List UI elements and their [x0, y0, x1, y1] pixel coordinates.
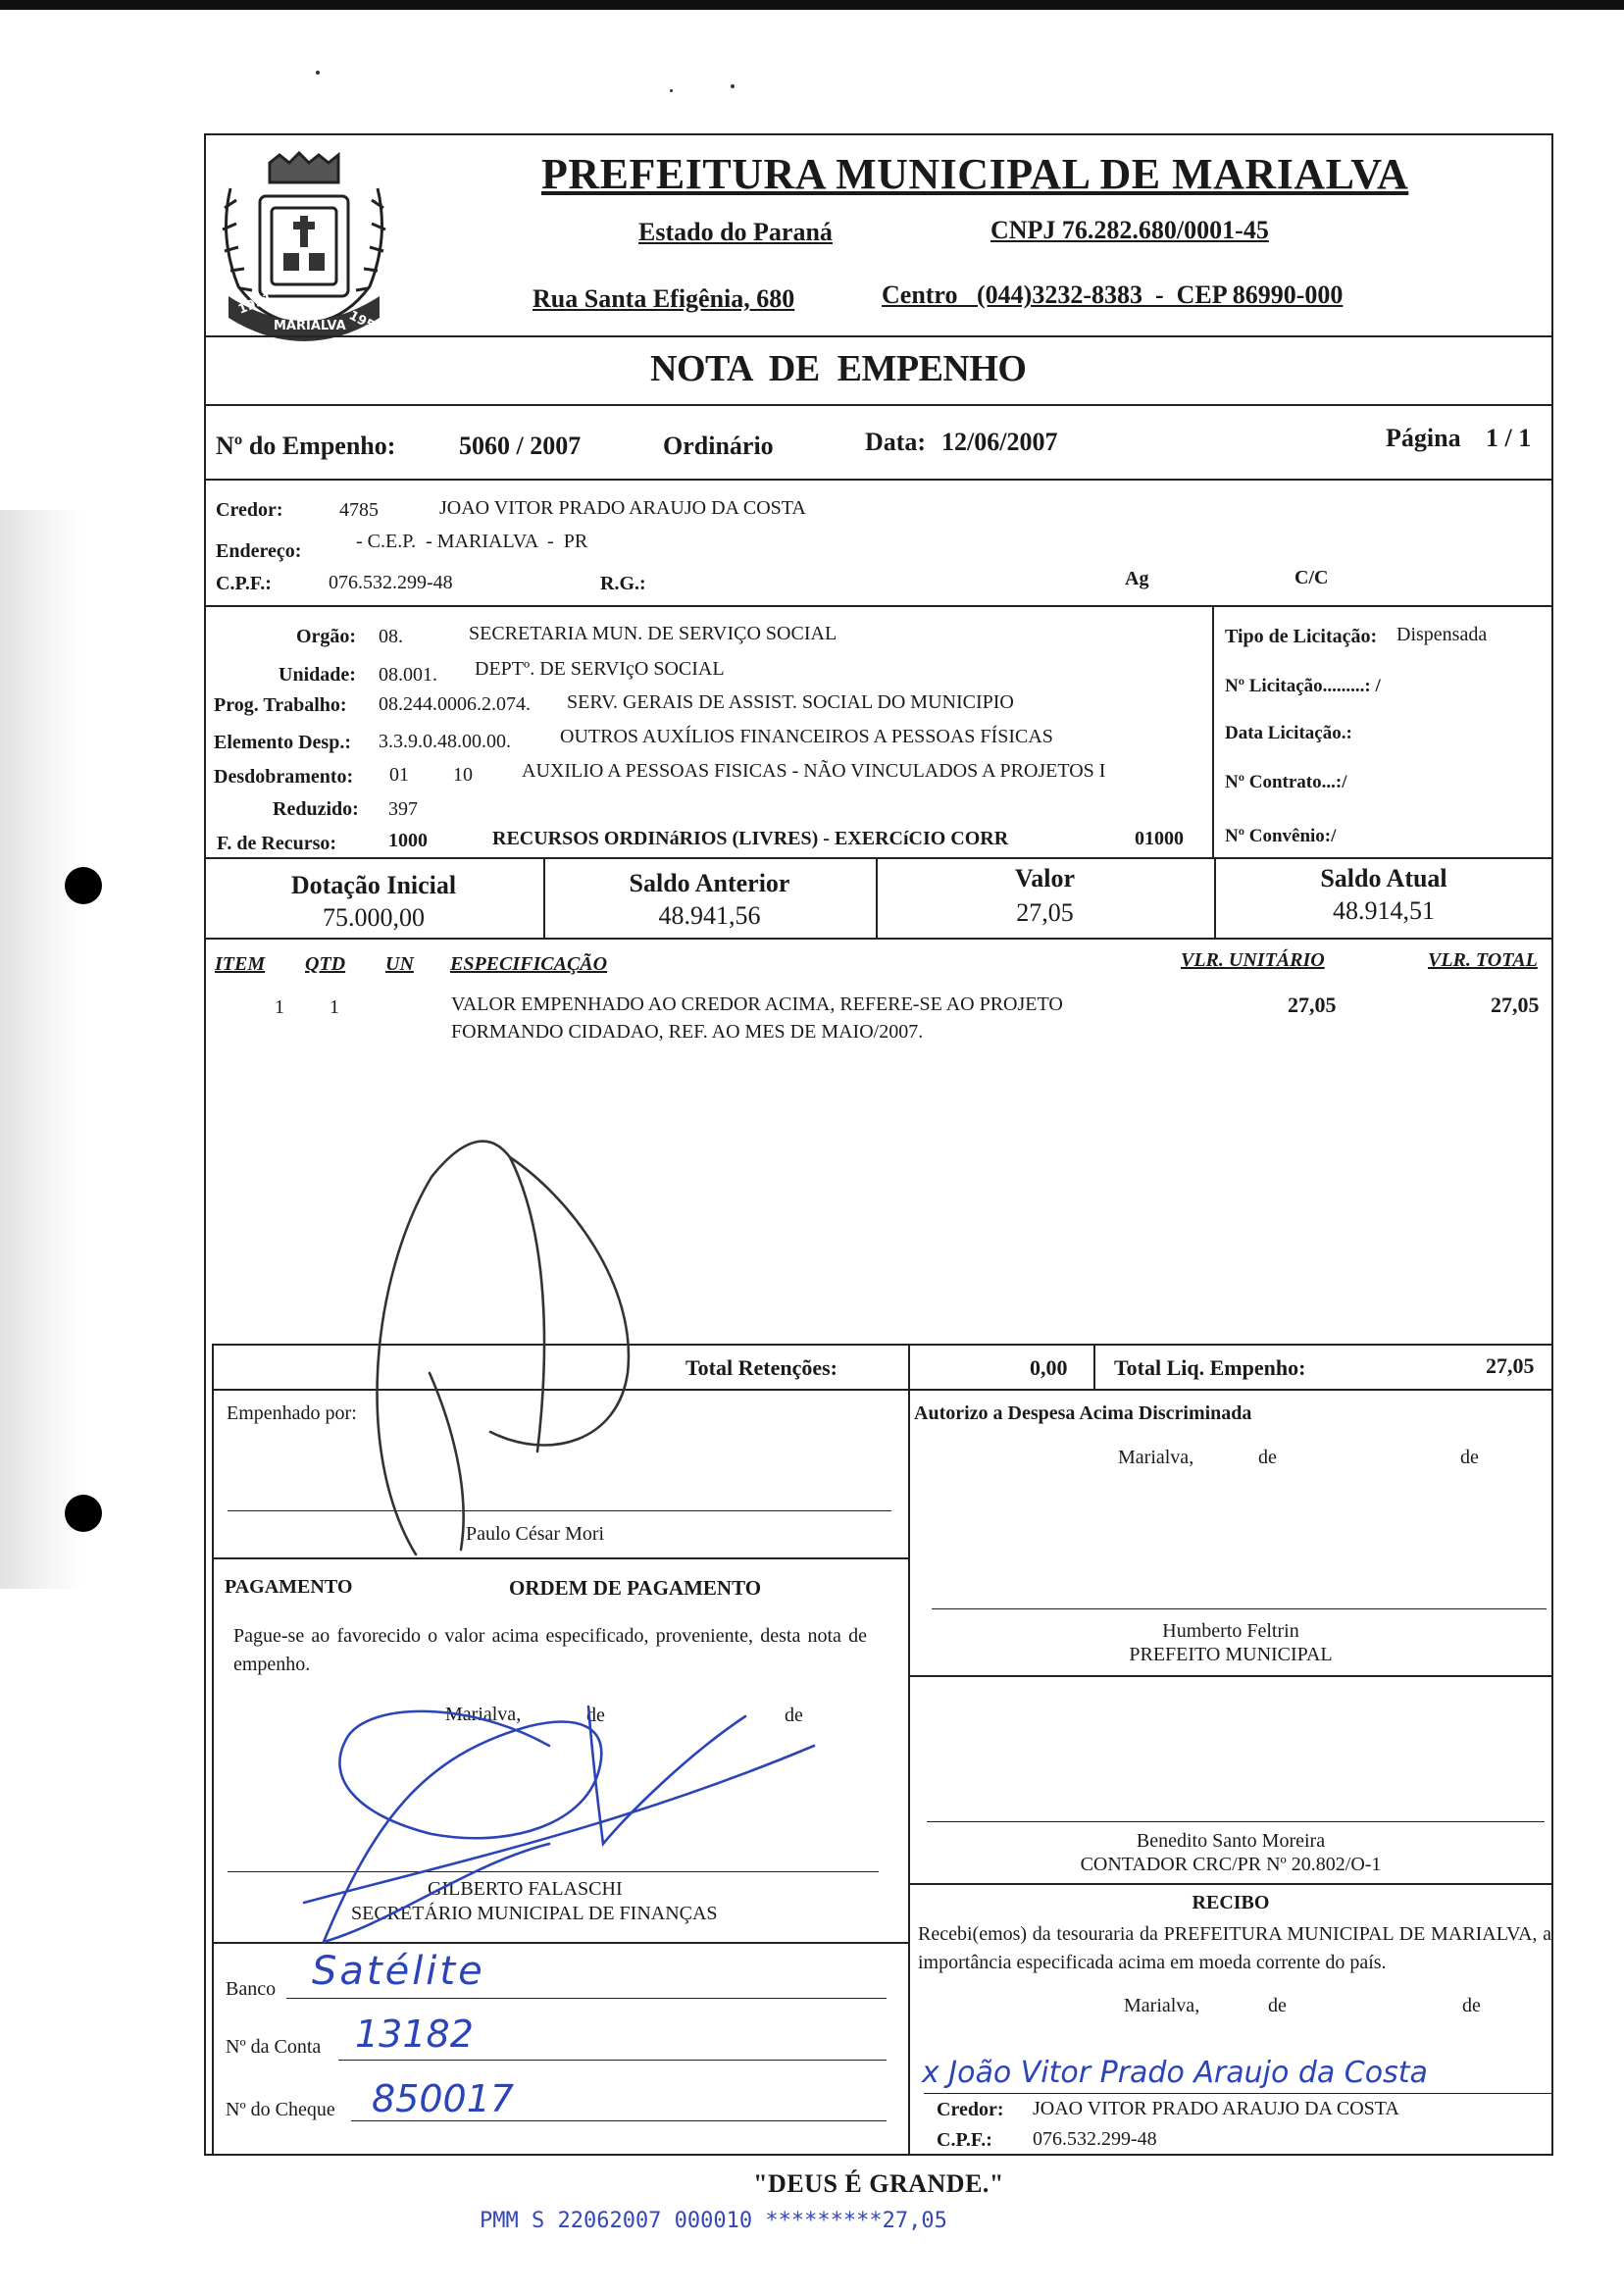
items-col-qtd: QTD [305, 953, 346, 975]
empenhado-name: Paulo César Mori [466, 1523, 605, 1545]
creditor-name: JOAO VITOR PRADO ARAUJO DA COSTA [439, 497, 806, 519]
item-total-value: 27,05 [1491, 993, 1540, 1017]
rg-label: R.G.: [600, 573, 646, 594]
page-label: Página [1386, 424, 1461, 452]
elem-desc: OUTROS AUXÍLIOS FINANCEIROS A PESSOAS FÍSICAS [560, 726, 1053, 747]
header-district-phone-cep: Centro (044)3232-8383 - CEP 86990-000 [882, 280, 1344, 309]
recibo-title: RECIBO [1192, 1892, 1270, 1913]
licit-tipo-label: Tipo de Licitação: [1225, 626, 1378, 647]
cheque-label: Nº do Cheque [226, 2099, 335, 2120]
footer-motto: "DEUS É GRANDE." [753, 2169, 1004, 2198]
unidade-label: Unidade: [279, 664, 356, 686]
document-title: NOTA DE EMPENHO [650, 348, 1027, 389]
creditor-label: Credor: [216, 499, 283, 521]
recibo-de-1: de [1268, 1995, 1287, 2016]
seal-year-right: 1953 [346, 308, 385, 338]
pagamento-title: PAGAMENTO [225, 1576, 353, 1598]
reduzido-label: Reduzido: [273, 798, 359, 820]
desd-code1: 01 [389, 764, 409, 786]
item-number: 1 [275, 996, 284, 1018]
header-cnpj: CNPJ 76.282.680/0001-45 [990, 216, 1269, 244]
header-state: Estado do Paraná [638, 218, 833, 246]
seal-city-name: MARIALVA [274, 319, 346, 333]
balance-dotacao-label: Dotação Inicial [290, 871, 457, 899]
items-col-unit: VLR. UNITÁRIO [1181, 949, 1325, 971]
total-retencoes-value: 0,00 [1030, 1355, 1068, 1380]
creditor-address: - C.E.P. - MARIALVA - PR [356, 531, 588, 552]
total-retencoes-label: Total Retenções: [685, 1355, 837, 1380]
pagamento-de-2: de [785, 1705, 803, 1726]
item-spec-line-2: FORMANDO CIDADAO, REF. AO MES DE MAIO/2007. [451, 1021, 924, 1043]
prog-code: 08.244.0006.2.074. [379, 693, 531, 715]
items-col-item: ITEM [215, 953, 266, 975]
recurso-desc: RECURSOS ORDINáRIOS (LIVRES) - EXERCíCIO CORR [492, 828, 1009, 849]
payment-stamp: PMM S 22062007 000010 *********27,05 [480, 2209, 947, 2233]
pagamento-de-1: de [586, 1705, 605, 1726]
secretario-name: GILBERTO FALASCHI [428, 1878, 623, 1900]
balance-anterior-label: Saldo Anterior [629, 869, 790, 897]
autorizo-de-1: de [1258, 1447, 1277, 1468]
licit-date: Data Licitação.: [1225, 723, 1352, 743]
orgao-code: 08. [379, 626, 403, 647]
prog-desc: SERV. GERAIS DE ASSIST. SOCIAL DO MUNICIPIO [567, 691, 1014, 713]
items-col-total: VLR. TOTAL [1428, 949, 1538, 971]
balance-anterior-value: 48.941,56 [658, 901, 761, 930]
total-liquido-value: 27,05 [1486, 1353, 1535, 1378]
pagamento-place: Marialva, [445, 1704, 522, 1725]
orgao-label: Orgão: [296, 626, 357, 647]
recibo-cpf: 076.532.299-48 [1033, 2128, 1157, 2150]
empenho-type: Ordinário [663, 432, 774, 460]
recurso-code: 1000 [388, 830, 428, 851]
balance-atual-label: Saldo Atual [1320, 864, 1447, 892]
empenho-number-label: Nº do Empenho: [216, 432, 396, 460]
secretario-role: SECRETÁRIO MUNICIPAL DE FINANÇAS [351, 1903, 718, 1924]
recurso-label: F. de Recurso: [217, 833, 337, 854]
prefeito-role: PREFEITO MUNICIPAL [1129, 1644, 1333, 1665]
desd-code2: 10 [453, 764, 473, 786]
creditor-code: 4785 [339, 499, 379, 521]
recibo-de-2: de [1462, 1995, 1481, 2016]
recurso-code2: 01000 [1135, 828, 1184, 849]
finance-signature-stroke-4 [324, 1844, 549, 1942]
finance-signature-stroke-3 [588, 1707, 745, 1844]
prog-label: Prog. Trabalho: [214, 694, 347, 716]
creditor-cpf: 076.532.299-48 [329, 572, 453, 593]
reduzido: 397 [388, 798, 418, 820]
empenhado-signature-stroke-1 [378, 1142, 544, 1554]
conta-handwritten: 13182 [355, 2013, 474, 2056]
empenhado-label: Empenhado por: [227, 1402, 357, 1424]
unidade-code: 08.001. [379, 664, 437, 686]
recibo-text: Recebi(emos) da tesouraria da PREFEITURA MUNICIPAL DE MARIALVA, a importância especificada acima em moeda corrente do país. [918, 1923, 1551, 1973]
balance-dotacao-value: 75.000,00 [323, 903, 425, 932]
autorizo-title: Autorizo a Despesa Acima Discriminada [914, 1402, 1252, 1424]
licit-tipo: Dispensada [1396, 624, 1488, 645]
ordem-pagamento-title: ORDEM DE PAGAMENTO [509, 1576, 762, 1600]
autorizo-de-2: de [1460, 1447, 1479, 1468]
account-label: C/C [1294, 567, 1329, 588]
empenhado-signature-stroke-3 [430, 1373, 464, 1550]
contador-name: Benedito Santo Moreira [1136, 1830, 1326, 1852]
unidade-desc: DEPTº. DE SERVIçO SOCIAL [475, 658, 725, 680]
address-label: Endereço: [216, 540, 302, 562]
pagamento-text: Pague-se ao favorecido o valor acima especificado, proveniente, desta nota de empenho. [233, 1625, 867, 1675]
balance-valor-value: 27,05 [1016, 898, 1074, 927]
banco-handwritten: Satélite [312, 1949, 485, 1994]
empenhado-signature-stroke-2 [490, 1157, 629, 1446]
elem-label: Elemento Desp.: [214, 732, 351, 753]
total-liquido-label: Total Liq. Empenho: [1114, 1355, 1306, 1380]
item-qtd: 1 [330, 996, 339, 1018]
item-unit-value: 27,05 [1288, 993, 1337, 1017]
header-title: PREFEITURA MUNICIPAL DE MARIALVA [541, 150, 1409, 198]
convenio-number: Nº Convênio:/ [1225, 826, 1337, 846]
desd-desc: AUXILIO A PESSOAS FISICAS - NÃO VINCULADOS A PROJETOS I [522, 760, 1106, 782]
desd-label: Desdobramento: [214, 766, 354, 788]
empenho-date: 12/06/2007 [941, 428, 1058, 456]
agency-label: Ag [1125, 568, 1149, 589]
date-label: Data: [865, 428, 927, 456]
item-spec-line-1: VALOR EMPENHADO AO CREDOR ACIMA, REFERE-SE AO PROJETO [451, 994, 1063, 1015]
licit-number: Nº Licitação.........: / [1225, 676, 1381, 696]
balance-valor-label: Valor [1014, 864, 1076, 892]
empenho-number: 5060 / 2007 [459, 432, 582, 460]
items-col-un: UN [385, 953, 414, 975]
orgao-desc: SECRETARIA MUN. DE SERVIÇO SOCIAL [469, 623, 837, 644]
page-number: 1 / 1 [1486, 424, 1532, 452]
items-col-spec: ESPECIFICAÇÃO [450, 953, 608, 975]
recibo-handwritten-signature: x João Vitor Prado Araujo da Costa [922, 2056, 1428, 2090]
seal-year-left: 1951 [235, 290, 276, 318]
finance-signature-stroke-2 [304, 1746, 814, 1903]
recibo-credor-label: Credor: [937, 2099, 1004, 2120]
elem-code: 3.3.9.0.48.00.00. [379, 731, 511, 752]
recibo-cpf-label: C.P.F.: [937, 2129, 992, 2151]
recibo-place: Marialva, [1124, 1995, 1200, 2016]
conta-label: Nº da Conta [226, 2036, 322, 2058]
cpf-label: C.P.F.: [216, 573, 272, 594]
prefeito-name: Humberto Feltrin [1162, 1620, 1299, 1642]
autorizo-place: Marialva, [1118, 1447, 1194, 1468]
finance-signature-stroke-1 [324, 1711, 601, 1942]
contract-number: Nº Contrato...:/ [1225, 772, 1347, 792]
recibo-credor-name: JOAO VITOR PRADO ARAUJO DA COSTA [1033, 2098, 1399, 2119]
contador-role: CONTADOR CRC/PR Nº 20.802/O-1 [1080, 1854, 1382, 1875]
header-address: Rua Santa Efigênia, 680 [533, 284, 795, 313]
balance-atual-value: 48.914,51 [1333, 896, 1435, 925]
banco-label: Banco [226, 1978, 277, 2000]
cheque-handwritten: 850017 [372, 2077, 515, 2120]
